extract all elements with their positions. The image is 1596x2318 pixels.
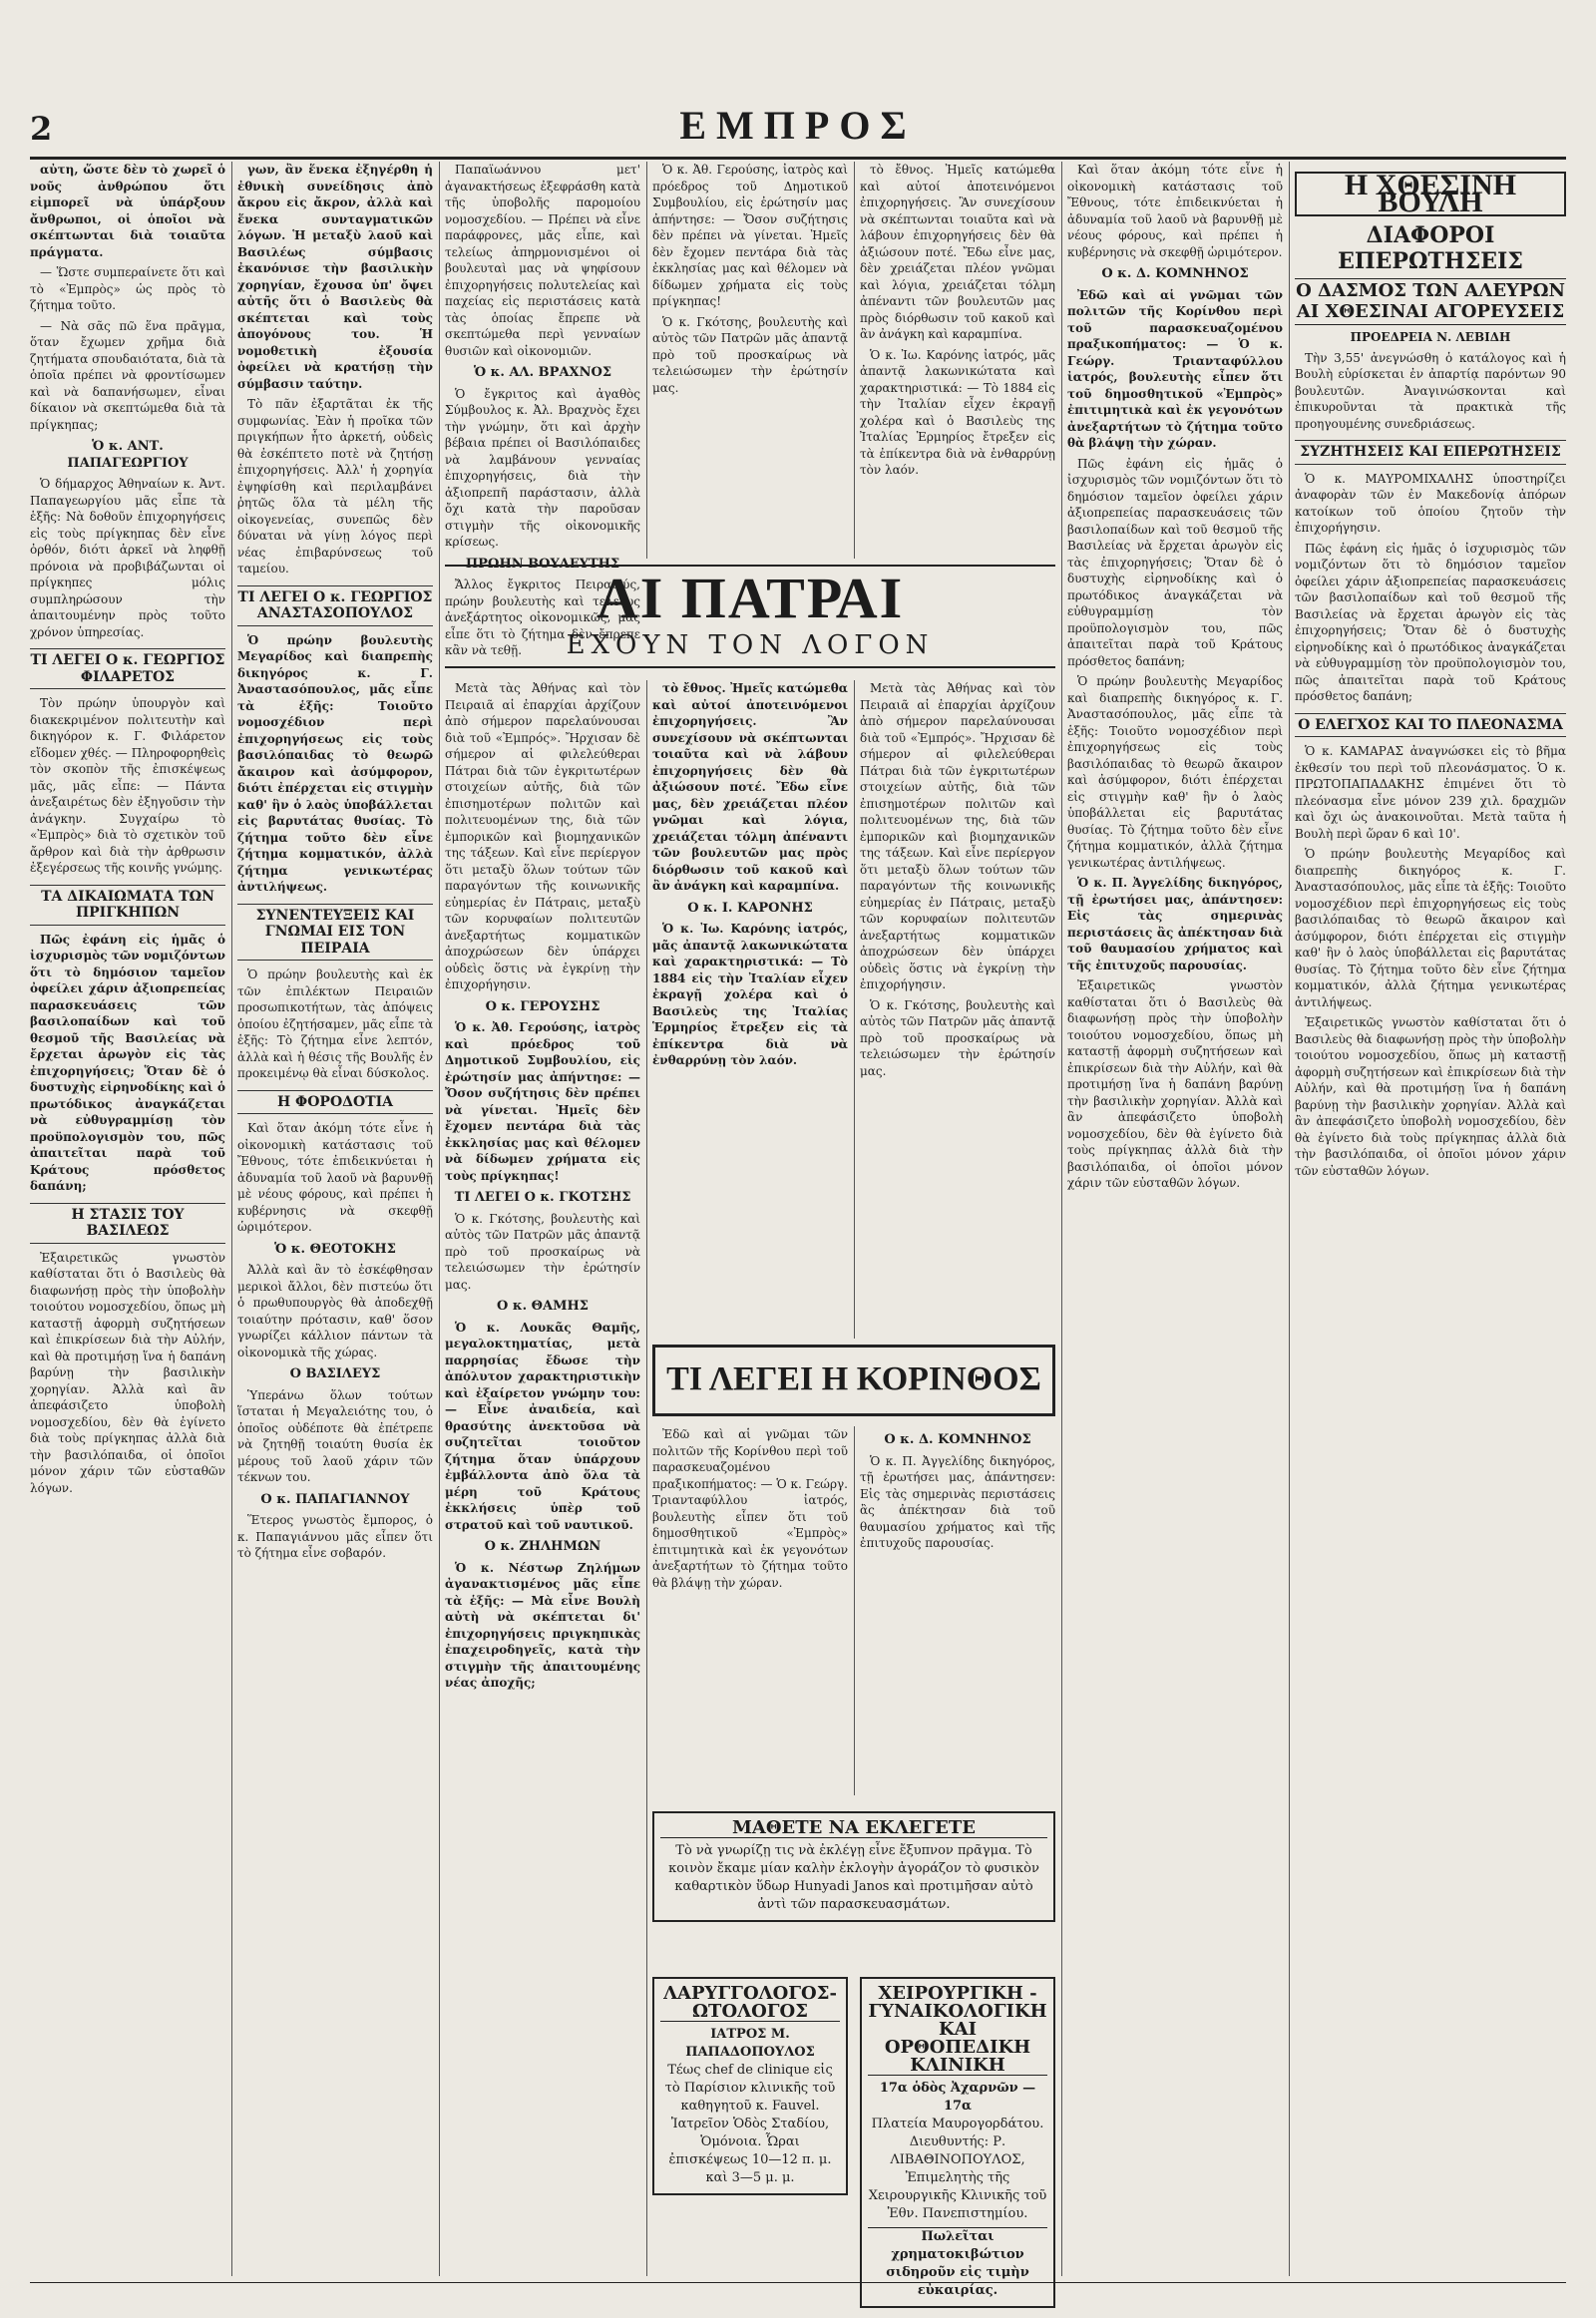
section-subtitle: Ο ΔΑΣΜΟΣ ΤΩΝ ΑΛΕΥΡΩΝ [1296,280,1565,301]
paragraph: Ὁ κ. Λουκᾶς Θαμῆς, μεγαλοκτηματίας, μετὰ παρρησίας ἔδωσε τὴν ἀπόλυτον χαρακτηριστικὴν καὶ ἐξαίρετον γνώμην του: — Εἶνε ἀναιδεία, καὶ θρασύτης ἀνεκτοῦσα νὰ συζητεῖται τοιοῦτον ζήτημα ὅταν ὑπάρχουν ἐμβάλλοντα ἀπὸ ὅλα τὰ μέρη τοῦ Κράτους ἐκκλήσεις ὑπὲρ τοῦ στρατοῦ καὶ τοῦ ναυτικοῦ. [445,1320,640,1532]
subheading: Η ΦΟΡΟΔΟΤΙΑ [237,1090,433,1115]
ad-block-2 [652,1967,848,2205]
paragraph: Ἐξαιρετικῶς γνωστὸν καθίσταται ὅτι ὁ Βασιλεὺς θὰ διαφωνήσῃ πρὸς τὴν ὑποβολὴν τοιούτου νομοσχεδίου, ὅπως μὴ καταστῇ ἀφορμὴ συζητήσεων καὶ ἐπικρίσεων διὰ τὴν Αὐλήν, καὶ θὰ προτιμήσῃ ἵνα ἡ δαπάνη βαρύνῃ τὴν βασιλικὴν χορηγίαν. Ἀλλὰ καὶ ἂν ἀπεφάσιζετο ὑποβολὴ νομοσχεδίου, δὲν θὰ ἐγίνετο διὰ τοὺς πρίγκηπας ἀλλὰ διὰ τὴν βασιλόπαιδα, οἱ ὁποῖοι μόνον χάριν τῶν εὐσταθῶν λόγων. [1067,978,1283,1190]
paragraph: Ὁ πρώην βουλευτὴς Μεγαρίδος καὶ διαπρεπὴς δικηγόρος κ. Γ. Ἀναστασόπουλος, μᾶς εἶπε τὰ ἑξῆς: Τοιοῦτο νομοσχέδιον περὶ ἐπιχορηγήσεως εἰς τοὺς βασιλόπαιδας τὸ θεωρῶ ἄκαιρον καὶ ἀσύμφορον, διότι ἐπέρχεται εἰς στιγμὴν καθ' ἣν ὁ λαὸς ὑποβάλλεται εἰς βαρυτάτας θυσίας. Τὸ ζήτημα τοῦτο δὲν εἶνε ζήτημα κομματικόν, ἀλλὰ ζήτημα γενικωτέρας ἀντιλήψεως. [1295,847,1566,1009]
paragraph: — Ὥστε συμπεραίνετε ὅτι καὶ τὸ «Ἐμπρὸς» ὡς πρὸς τὸ ζήτημα τοῦτο. [30,265,225,312]
korinthos-column-2 [860,1426,1055,1795]
ad-text: Τὸ νὰ γνωρίζῃ τις νὰ ἐκλέγῃ εἶνε ἔξυπνον πρᾶγμα. Τὸ κοινὸν ἔκαμε μίαν καλὴν ἐκλογὴν ἀγοράζον τὸ φυσικὸν καθαρτικὸν ὕδωρ Hunyadi Janos καὶ προτιμῆσαν αὐτὸ ἀντὶ τῶν παρασκευασμάτων. [668,1843,1039,1912]
paragraph: Ἐδῶ καὶ αἱ γνῶμαι τῶν πολιτῶν τῆς Κορίνθου περὶ τοῦ παρασκευαζομένου πραξικοπήματος: — Ὁ κ. Γεώργ. Τριανταφύλλου ἰατρός, βουλευτὴς εἶπεν ὅτι τοῦ δημοσθητικοῦ «Ἐμπρὸς» ἐπιτιμητικὰ καὶ ἐκ γεγονότων ἀνεξαρτήτων τὸ ζήτημα τοῦτο θὰ βλάψῃ τὴν χώραν. [652,1427,848,1590]
paragraph: Μετὰ τὰς Ἀθήνας καὶ τὸν Πειραιᾶ αἱ ἐπαρχίαι ἀρχίζουν ἀπὸ σήμερον παρελαύνουσαι διὰ τοῦ «Ἐμπρός». Ἤρχισαν δὲ σήμερον αἱ φιλελεύθεραι Πάτραι διὰ τῶν ἐγκριτωτέρων στοιχείων αὐτῆς, διὰ τῶν ἐπισημοτέρων πολιτῶν καὶ πολιτευομένων της, διὰ τῶν ἐμπορικῶν καὶ βιομηχανικῶν της τάξεων. Καὶ εἶνε περίεργον ὅτι μεταξὺ ὅλων τούτων τῶν παραγόντων τῆς κοινωνικῆς εὐημερίας ἐν Πάτραις, μεταξὺ τῶν κορυφαίων πολιτευτῶν ἀνεξαρτήτως κομματικῶν ἀποχρώσεων δὲν ὑπάρχει οὐδεὶς ὅστις νὰ ἐγκρίνῃ τὴν ἐπιχορήγησιν. [445,681,640,991]
paragraph: Ὁ ἔγκριτος καὶ ἀγαθὸς Σύμβουλος κ. Ἀλ. Βραχνὸς ἔχει τὴν γνώμην, ὅτι καὶ ἀρχὴν βέβαια πρέπει οἱ Βασιλόπαιδες νὰ λαμβάνουν γενναίας ἐπιχορηγήσεις, διὰ τὴν ἀξιοπρεπῆ παράστασιν, ἀλλὰ ὄχι κατὰ τὴν παροῦσαν στιγμὴν τῆς οἰκονομικῆς κρίσεως. [445,386,640,549]
paragraph: Πῶς ἐφάνη εἰς ἡμᾶς ὁ ἰσχυρισμὸς τῶν νομιζόντων ὅτι τὸ δημόσιον ταμεῖον ὀφείλει χάριν ἀξιοπρεπείας παρασκευάσεις τῶν βασιλοπαίδων καὶ τοῦ θεσμοῦ τῆς Βασιλείας νὰ ἔρχεται ἀρωγὸν εἰς τὰς ἐπιχορηγήσεις; Ὅταν δὲ ὁ δυστυχὴς εἰρηνοδίκης καὶ ὁ πρωτόδικος ἀναγκάζεται νὰ εὐθυγραμμίσῃ τὸν προϋπολογισμὸν του, πῶς ἀπαιτεῖται παρὰ τοῦ Κράτους πρόσθετος δαπάνη; [1295,541,1566,703]
ad-title: ΛΑΡΥΓΓΟΛΟΓΟΣ-ΩΤΟΛΟΓΟΣ [660,1985,840,2022]
paragraph: αὐτη, ὥστε δὲν τὸ χωρεῖ ὁ νοῦς ἀνθρώπου ὅτι εἰμπορεῖ νὰ ὑπάρξουν ἄνθρωποι, οἱ ὁποῖοι νὰ σκέπτωνται διὰ τοιαῦτα πράγματα. [30,163,225,259]
header-rule [30,157,1566,160]
paragraph: Ὁ πρώην βουλευτὴς Μεγαρίδος καὶ διαπρεπὴς δικηγόρος κ. Γ. Ἀναστασόπουλος, μᾶς εἶπε τὰ ἑξῆς: Τοιοῦτο νομοσχέδιον περὶ ἐπιχορηγήσεως εἰς τοὺς βασιλόπαιδας τὸ θεωρῶ ἄκαιρον καὶ ἀσύμφορον, διότι ἐπέρχεται εἰς στιγμὴν καθ' ἣν ὁ λαὸς ὑποβάλλεται εἰς βαρυτάτας θυσίας. Τὸ ζήτημα τοῦτο δὲν εἶνε ζήτημα κομματικόν, ἀλλὰ ζήτημα γενικωτέρας ἀντιλήψεως. [1067,674,1283,870]
paragraph: Καὶ ὅταν ἀκόμη τότε εἶνε ἡ οἰκονομικὴ κατάστασις τοῦ Ἔθνους, τότε ἐπιδεικνύεται ἡ ἀδυναμία τοῦ λαοῦ νὰ βαρυνθῇ μὲ νέους φόρους, καὶ πρέπει ἡ κυβέρνησις νὰ σκεφθῇ ὡριμότερον. [237,1121,433,1234]
advertisement [860,1977,1055,2308]
paragraph: Ὑπεράνω ὅλων τούτων ἵσταται ἡ Μεγαλειότης του, ὁ ὁποῖος οὐδέποτε θὰ ἐπέτρεπε νὰ ζητηθῇ τοιαύτη θυσία ἐκ μέρους τοῦ λαοῦ χάριν τῶν τέκνων του. [237,1387,433,1484]
paragraph: Ὁ κ. Ἀθ. Γερούσης, ἰατρὸς καὶ πρόεδρος τοῦ Δημοτικοῦ Συμβουλίου, εἰς ἐρώτησίν μας ἀπήντησε: — Ὄσον συζήτησις δὲν πρέπει νὰ γίνεται. Ἠμεῖς δὲν ἔχομεν πεντάρα διὰ τὰς ἐκκλησίας μας καὶ θέλομεν νὰ δίδωμεν χρήματα εἰς τοὺς πρίγκηπας! [652,163,848,308]
paragraph: Ἕτερος γνωστὸς ἔμπορος, ὁ κ. Παπαγιάννου μᾶς εἶπεν ὅτι τὸ ζήτημα εἶνε σοβαρόν. [237,1513,433,1560]
paragraph: Πῶς ἐφάνη εἰς ἡμᾶς ὁ ἰσχυρισμὸς τῶν νομιζόντων ὅτι τὸ δημόσιον ταμεῖον ὀφείλει χάριν ἀξιοπρεπείας παρασκευάσεις τῶν βασιλοπαίδων καὶ τοῦ θεσμοῦ τῆς Βασιλείας νὰ ἔρχεται ἀρωγὸν εἰς τὰς ἐπιχορηγήσεις; Ὅταν δὲ ὁ δυστυχὴς εἰρηνοδίκης καὶ ὁ πρωτόδικος ἀναγκάζεται νὰ εὐθυγραμμίσῃ τὸν προϋπολογισμὸν του, πῶς ἀπαιτεῖται παρὰ τοῦ Κράτους πρόσθετος δαπάνη; [30,932,225,1193]
section-subtitle: ΔΙΑΦΟΡΟΙ ΕΠΕΡΩΤΗΣΕΙΣ [1295,222,1566,279]
section-title: Η ΧΘΕΣΙΝΗ ΒΟΥΛΗ [1295,172,1566,216]
column-rule [646,680,647,2276]
paragraph: Ἐξαιρετικῶς γνωστὸν καθίσταται ὅτι ὁ Βασιλεὺς θὰ διαφωνήσῃ πρὸς τὴν ὑποβολὴν τοιούτου νομοσχεδίου, ὅπως μὴ καταστῇ ἀφορμὴ συζητήσεων καὶ ἐπικρίσεων διὰ τὴν Αὐλήν, καὶ θὰ προτιμήσῃ ἵνα ἡ δαπάνη βαρύνῃ τὴν βασιλικὴν χορηγίαν. Ἀλλὰ καὶ ἂν ἀπεφάσιζετο ὑποβολὴ νομοσχεδίου, δὲν θὰ ἐγίνετο διὰ τοὺς πρίγκηπας ἀλλὰ διὰ τὴν βασιλόπαιδα, οἱ ὁποῖοι μόνον χάριν τῶν εὐσταθῶν λόγων. [30,1250,225,1495]
paragraph: Τὴν 3,55' ἀνεγνώσθη ὁ κατάλογος καὶ ἡ Βουλὴ εὑρίσκεται ἐν ἀπαρτίᾳ παρόντων 90 βουλευτῶν. Ἀναγινώσκονται καὶ ἐπικυροῦνται τὰ πρακτικὰ τῆς προηγουμένης συνεδριάσεως. [1295,350,1566,431]
paragraph: Ἄλλος ἔγκριτος Πειραιεύς, πρώην βουλευτὴς καὶ τελείως ἀνεξάρτητος οἰκονομικῶς, μᾶς εἶπε ὅτι τὸ ζήτημα δὲν ἔπρεπε κἂν νὰ τεθῇ. [445,578,640,657]
ad-footer: Πωλεῖται χρηματοκιβώτιον σιδηροῦν εἰς τιμὴν εὐκαιρίας. [868,2227,1047,2300]
feature-column-3 [860,680,1055,1339]
ad-title: ΧΕΙΡΟΥΡΓΙΚΗ - ΓΥΝΑΙΚΟΛΟΓΙΚΗ ΚΑΙ ΟΡΘΟΠΕΔΙΚΗ ΚΛΙΝΙΚΗ [868,1983,1047,2076]
byline: Ο ΒΑΣΙΛΕΥΣ [289,1366,381,1381]
paragraph: Παπαϊωάννου μετ' ἀγανακτήσεως ἐξεφράσθη κατὰ τῆς ὑποβολῆς παρομοίου νομοσχεδίου. — Πρέπει νὰ εἶνε παράφρονες, μᾶς εἶπε, καὶ τελείως ἀπηρμονισμένοι οἱ βουλευταὶ μας νὰ ψηφίσουν ἐπιχορηγήσεις πολυτελείας καὶ παχείας εἰς περιστάσεις κατὰ τὰς ὁποίας ἔπρεπε νὰ σκεπτώμεθα περὶ γενναίων θυσιῶν καὶ οἰκονομιῶν. [445,163,640,358]
paragraph: Ὁ κ. Ἀθ. Γερούσης, ἰατρὸς καὶ πρόεδρος τοῦ Δημοτικοῦ Συμβουλίου, εἰς ἐρώτησίν μας ἀπήντησε: — Ὄσον συζήτησις δὲν πρέπει νὰ γίνεται. Ἠμεῖς δὲν ἔχομεν πεντάρα διὰ τὰς ἐκκλησίας μας καὶ θέλομεν νὰ δίδωμεν χρήματα εἰς τοὺς πρίγκηπας! [445,1020,640,1183]
byline: Ο κ. ΖΗΛΗΜΩΝ [484,1539,601,1554]
column-parliament [1295,162,1566,2276]
korinthos-headline [652,1345,1055,1416]
paragraph: Μετὰ τὰς Ἀθήνας καὶ τὸν Πειραιᾶ αἱ ἐπαρχίαι ἀρχίζουν ἀπὸ σήμερον παρελαύνουσαι διὰ τοῦ «Ἐμπρός». Ἤρχισαν δὲ σήμερον αἱ φιλελεύθεραι Πάτραι διὰ τῶν ἐγκριτωτέρων στοιχείων αὐτῆς, διὰ τῶν ἐπισημοτέρων πολιτῶν καὶ πολιτευομένων της, διὰ τῶν ἐμπορικῶν καὶ βιομηχανικῶν της τάξεων. Καὶ εἶνε περίεργον ὅτι μεταξὺ ὅλων τούτων τῶν παραγόντων τῆς κοινωνικῆς εὐημερίας ἐν Πάτραις, μεταξὺ τῶν κορυφαίων πολιτευτῶν ἀνεξαρτήτως κομματικῶν ἀποχρώσεων δὲν ὑπάρχει οὐδεὶς ὅστις νὰ ἐγκρίνῃ τὴν ἐπιχορήγησιν. [860,681,1055,991]
page-number: 2 [30,110,53,148]
column-rule [1061,162,1062,2276]
byline: Ὁ κ. ΑΝΤ. ΠΑΠΑΓΕΩΡΓΙΟΥ [67,439,189,471]
paragraph: Ὁ κ. Γκότσης, βουλευτὴς καὶ αὐτὸς τῶν Πατρῶν μᾶς ἀπαντᾷ πρὸ τοῦ προσκαίρως νὰ τελειώσωμεν τὴν ἐρώτησίν μας. [445,1211,640,1292]
feature-column-2 [652,680,848,1339]
byline: Ο κ. Δ. ΚΟΜΝΗΝΟΣ [884,1432,1031,1447]
paragraph: Ὁ πρώην βουλευτὴς Μεγαρίδος καὶ διαπρεπὴς δικηγόρος κ. Γ. Ἀναστασόπουλος, μᾶς εἶπε τὰ ἑξῆς: Τοιοῦτο νομοσχέδιον περὶ ἐπιχορηγήσεως εἰς τοὺς βασιλόπαιδας τὸ θεωρῶ ἄκαιρον καὶ ἀσύμφορον, διότι ἐπέρχεται εἰς στιγμὴν καθ' ἣν ὁ λαὸς ὑποβάλλεται εἰς βαρυτάτας θυσίας. Τὸ ζήτημα τοῦτο δὲν εἶνε ζήτημα κομματικόν, ἀλλὰ ζήτημα γενικωτέρας ἀντιλήψεως. [237,632,433,894]
feature-title: ΑΙ ΠΑΤΡΑΙ [596,566,905,630]
column-3-top [445,162,640,657]
paragraph: Ἐξαιρετικῶς γνωστὸν καθίσταται ὅτι ὁ Βασιλεὺς θὰ διαφωνήσῃ πρὸς τὴν ὑποβολὴν τοιούτου νομοσχεδίου, ὅπως μὴ καταστῇ ἀφορμὴ συζητήσεων καὶ ἐπικρίσεων διὰ τὴν Αὐλήν, καὶ θὰ προτιμήσῃ ἵνα ἡ δαπάνη βαρύνῃ τὴν βασιλικὴν χορηγίαν. Ἀλλὰ καὶ ἂν ἀπεφάσιζετο ὑποβολὴ νομοσχεδίου, δὲν θὰ ἐγίνετο διὰ τοὺς πρίγκηπας ἀλλὰ διὰ τὴν βασιλόπαιδα, οἱ ὁποῖοι μόνον χάριν τῶν εὐσταθῶν λόγων. [1295,1015,1566,1178]
subheading: Η ΣΤΑΣΙΣ ΤΟΥ ΒΑΣΙΛΕΩΣ [30,1203,225,1244]
subheading: ΤΙ ΛΕΓΕΙ Ο κ. ΓΕΩΡΓΙΟΣ ΑΝΑΣΤΑΣΟΠΟΥΛΟΣ [237,585,433,626]
masthead: ΕΜΠΡΟΣ [679,103,917,148]
paragraph: Ὁ κ. Γκότσης, βουλευτὴς καὶ αὐτὸς τῶν Πατρῶν μᾶς ἀπαντᾷ πρὸ τοῦ προσκαίρως νὰ τελειώσωμεν τὴν ἐρώτησίν μας. [860,997,1055,1078]
byline: ΠΡΩΗΝ ΒΟΥΛΕΥΤΗΣ [465,556,620,572]
paragraph: Ὁ κ. Ἰω. Καρόνης ἰατρός, μᾶς ἀπαντᾷ λακωνικώτατα καὶ χαρακτηριστικά: — Τὸ 1884 εἰς τὴν Ἰταλίαν εἶχεν ἐκραγῇ χολέρα καὶ ὁ Βασιλεὺς της Ἰταλίας Ἑρμηρίος ἔτρεξεν εἰς τὰ ἐπίκεντρα διὰ νὰ ἐνθαρρύνῃ τὸν λαόν. [652,922,848,1067]
korinthos-column-1 [652,1426,848,1795]
column-2 [237,162,433,2276]
subheading: ΣΥΖΗΤΗΣΕΙΣ ΚΑΙ ΕΠΕΡΩΤΗΣΕΙΣ [1295,440,1566,465]
column-rule [854,162,855,559]
ad-text: Πλατεία Μαυρογορδάτου. Διευθυντής: Ρ. ΛΙΒΑΘΙΝΟΠΟΥΛΟΣ, Ἐπιμελητὴς τῆς Χειρουργικῆς Κλινικῆς τοῦ Ἐθν. Πανεπιστημίου. [868,2117,1047,2221]
korinthos-title: ΤΙ ΛΕΓΕΙ Η ΚΟΡΙΝΘΟΣ [666,1360,1041,1397]
ad-title: ΜΑΘΕΤΕ ΝΑ ΕΚΛΕΓΕΤΕ [660,1819,1047,1838]
column-4-top [652,162,848,559]
byline: Ὁ κ. ΘΕΟΤΟΚΗΣ [274,1241,396,1257]
page-header [30,103,1566,156]
paragraph: Ὁ κ. Ἰω. Καρόνης ἰατρός, μᾶς ἀπαντᾷ λακωνικώτατα καὶ χαρακτηριστικά: — Τὸ 1884 εἰς τὴν Ἰταλίαν εἶχεν ἐκραγῇ χολέρα καὶ ὁ Βασιλεὺς της Ἰταλίας Ἑρμηρίος ἔτρεξεν εἰς τὰ ἐπίκεντρα διὰ νὰ ἐνθαρρύνῃ τὸν λαόν. [860,347,1055,477]
paragraph: Ὁ πρώην βουλευτὴς καὶ ἐκ τῶν ἐπιλέκτων Πειραιῶν προσωπικοτήτων, τὰς ἀπόψεις ὁποίου ἐζητήσαμεν, μᾶς εἶπε τὰ ἑξῆς: Τὸ ζήτημα εἶνε λεπτόν, ἀλλὰ καὶ ἡ θέσις τῆς Βουλῆς ἐν προκειμένῳ θὰ εἶναι δύσκολος. [237,967,433,1080]
byline: ΤΙ ΛΕΓΕΙ Ο κ. ΓΚΟΤΣΗΣ [454,1190,631,1205]
ad-block-3 [860,1967,1055,2318]
ad-address: 17α ὁδὸς Ἀχαρνῶν — 17α [879,2081,1036,2114]
byline: Ὁ κ. ΑΛ. ΒΡΑΧΝΟΣ [473,365,612,380]
feature-column-1 [445,680,640,2276]
paragraph: Ὁ κ. ΜΑΥΡΟΜΙΧΑΛΗΣ ὑποστηρίζει ἀναφορὰν τῶν ἐν Μακεδονίᾳ ἀπόρων κατοίκων τοῦ ὁποίου ζητοῦν τὴν ἐπιχορήγησιν. [1295,471,1566,535]
byline: Ο κ. Ι. ΚΑΡΟΝΗΣ [687,900,813,916]
paragraph: Ἀλλὰ καὶ ἂν τὸ ἐσκέφθησαν μερικοὶ ἄλλοι, δὲν πιστεύω ὅτι ὁ πρωθυπουργὸς θὰ ἀποδεχθῇ τοιαύτην πρότασιν, καθ' ὅσον γνωρίζει κάλλιον πάντων τὰ οἰκονομικὰ τῆς χώρας. [237,1263,433,1359]
byline: Ο κ. ΓΕΡΟΥΣΗΣ [485,998,600,1014]
column-rule [231,162,232,2276]
ad-text: Τέως chef de clinique εἰς τὸ Παρίσιον κλινικῆς τοῦ καθηγητοῦ κ. Fauvel. Ἰατρεῖον Ὁδὸς Σταδίου, Ὁμόνοια. Ὧραι ἐπισκέψεως 10—12 π. μ. καὶ 3—5 μ. μ. [664,2063,836,2185]
paragraph: Τὸν πρώην ὑπουργὸν καὶ διακεκριμένον πολιτευτὴν καὶ δικηγόρον κ. Γ. Φιλάρετον εἴδομεν χθές. — Πληροφορηθεὶς τὸν σκοπὸν τῆς ἐπισκέψεως μᾶς, μᾶς εἶπε: — Πάντα ἀνεξαιρέτως δὲν ἐξηγοῦσιν τὴν ἀνάγκην. Συγχαίρω τὸ «Ἐμπρὸς» διὰ τὸ σχετικὸν τοῦ ἄρθρον καὶ διὰ τὴν ἀρθρωσιν ἐξεγέρσεως τῆς κοινῆς γνώμης. [30,696,225,875]
presidency-line: ΠΡΟΕΔΡΕΙΑ Ν. ΛΕΒΙΔΗ [1350,330,1511,344]
paragraph: Ὁ κ. ΚΑΜΑΡΑΣ ἀναγνώσκει εἰς τὸ βῆμα ἐκθεσίν του περὶ τοῦ πλεονάσματος. Ὁ κ. ΠΡΩΤΟΠΑΠΑΔΑΚΗΣ ἐπιμένει ὅτι τὸ πλεόνασμα εἶνε μόνον 239 χιλ. δραχμῶν καὶ ὄχι ὡς ἀνακοινοῦται. Μετὰ ταῦτα ἡ Βουλὴ περὶ ὥραν 6 καὶ 10'. [1295,744,1566,841]
byline: Ο κ. Δ. ΚΟΜΝΗΝΟΣ [1101,266,1249,281]
column-rule [1289,162,1290,2276]
footer-rule [30,2282,1566,2283]
paragraph: τὸ ἔθνος. Ἠμεῖς κατώμεθα καὶ αὐτοί ἀποτεινόμενοι ἐπιχορηγήσεις. Ἂν συνεχίσουν νὰ σκέπτωνται τοιαῦτα καὶ νὰ λάβουν ἐπιχορηγήσεις δὲν θὰ ἀξιώσουν ποτέ. Ἔδω εἶνε μας, δὲν χρειάζεται πλέον γνῶμαι καὶ λόγια, χρειάζεται τόλμη ἀπέναντι τῶν βουλευτῶν μας πρὸς διόρθωσιν τοῦ κακοῦ καὶ ἂν ἀνάγκη καὶ καραμπίνα. [652,681,848,893]
column-rule [439,162,440,2276]
column-rule [854,680,855,1339]
subheading: ΣΥΝΕΝΤΕΥΞΕΙΣ ΚΑΙ ΓΝΩΜΑΙ ΕΙΣ ΤΟΝ ΠΕΙΡΑΙΑ [237,904,433,962]
paragraph: Καὶ ὅταν ἀκόμη τότε εἶνε ἡ οἰκονομικὴ κατάστασις τοῦ Ἔθνους, τότε ἐπιδεικνύεται ἡ ἀδυναμία τοῦ λαοῦ νὰ βαρυνθῇ μὲ νέους φόρους, καὶ πρέπει ἡ κυβέρνησις νὰ σκεφθῇ ὡριμότερον. [1067,163,1283,259]
paragraph: Ὁ κ. Γκότσης, βουλευτὴς καὶ αὐτὸς τῶν Πατρῶν μᾶς ἀπαντᾷ πρὸ τοῦ προσκαίρως νὰ τελειώσωμεν τὴν ἐρώτησίν μας. [652,314,848,395]
ad-name: ΙΑΤΡΟΣ Μ. ΠΑΠΑΔΟΠΟΥΛΟΣ [685,2027,815,2060]
subheading: ΤΑ ΔΙΚΑΙΩΜΑΤΑ ΤΩΝ ΠΡΙΓΚΗΠΩΝ [30,885,225,926]
byline: Ο κ. ΠΑΠΑΓΙΑΝΝΟΥ [260,1491,410,1507]
byline: Ο κ. ΘΑΜΗΣ [497,1299,589,1314]
ad-block-1 [652,1801,1055,1932]
subheading: ΤΙ ΛΕΓΕΙ Ο κ. ΓΕΩΡΓΙΟΣ ΦΙΛΑΡΕΤΟΣ [30,648,225,689]
paragraph: Ὁ κ. Π. Ἀγγελίδης δικηγόρος, τῇ ἐρωτήσει μας, ἀπάντησεν: Εἰς τὰς σημερινὰς περιστάσεις ἂς ἀπέκτησαν διὰ τοῦ θαυμασίου χρήματος καὶ τῆς ἐπιτυχοῦς παρουσίας. [1067,876,1283,972]
column-rule [646,162,647,559]
column-1 [30,162,225,2276]
feature-deck: ΕΧΟΥΝ ΤΟΝ ΛΟΓΟΝ [445,630,1055,668]
paragraph: Ὁ κ. Νέστωρ Ζηλήμων ἀγανακτισμένος μᾶς εἶπε τὰ ἑξῆς: — Μὰ εἶνε Βουλὴ αὐτὴ νὰ σκέπτεται δι' ἐπιχορηγήσεις πριγκηπικὰς ἐπαχειροδηγεῖς, κατὰ τὴν στιγμὴν τῆς ἀπαιτουμένης νέας ἀποχῆς; [445,1560,640,1690]
paragraph: γων, ἂν ἕνεκα ἐξηγέρθη ἡ ἐθνικὴ συνείδησις ἀπὸ ἄκρου εἰς ἄκρον, ἀλλὰ καὶ ἕνεκα συνταγματικῶν λόγων. Ἡ μεταξὺ λαοῦ καὶ Βασιλέως σύμβασις ἐκανόνισε τὴν βασιλικὴν χορηγίαν, ἔχουσα ὑπ' ὄψει αὐτῆς ὅτι ὁ Βασιλεὺς θὰ σκέπτεται καὶ τοὺς ἀπογόνους του. Ἡ νομοθετικὴ ἐξουσία ὀφείλει νὰ κρατήσῃ τὴν σύμβασιν ταύτην. [237,163,433,391]
paragraph: Πῶς ἐφάνη εἰς ἡμᾶς ὁ ἰσχυρισμὸς τῶν νομιζόντων ὅτι τὸ δημόσιον ταμεῖον ὀφείλει χάριν ἀξιοπρεπείας παρασκευάσεις τῶν βασιλοπαίδων καὶ τοῦ θεσμοῦ τῆς Βασιλείας νὰ ἔρχεται ἀρωγὸν εἰς τὰς ἐπιχορηγήσεις; Ὅταν δὲ ὁ δυστυχὴς εἰρηνοδίκης καὶ ὁ πρωτόδικος ἀναγκάζεται νὰ εὐθυγραμμίσῃ τὸν προϋπολογισμὸν του, πῶς ἀπαιτεῖται παρὰ τοῦ Κράτους πρόσθετος δαπάνη; [1067,456,1283,668]
section-subtitle: ΑΙ ΧΘΕΣΙΝΑΙ ΑΓΟΡΕΥΣΕΙΣ [1295,304,1566,326]
paragraph: τὸ ἔθνος. Ἠμεῖς κατώμεθα καὶ αὐτοί ἀποτεινόμενοι ἐπιχορηγήσεις. Ἂν συνεχίσουν νὰ σκέπτωνται τοιαῦτα καὶ νὰ λάβουν ἐπιχορηγήσεις δὲν θὰ ἀξιώσουν ποτέ. Ἔδω εἶνε μας, δὲν χρειάζεται πλέον γνῶμαι καὶ λόγια, χρειάζεται τόλμη ἀπέναντι τῶν βουλευτῶν μας πρὸς διόρθωσιν τοῦ κακοῦ καὶ ἂν ἀνάγκη καὶ καραμπίνα. [860,163,1055,341]
advertisement [652,1811,1055,1922]
column-5-top [860,162,1055,559]
column-rule [854,1426,855,1795]
advertisement [652,1977,848,2195]
paragraph: Ὁ κ. Π. Ἀγγελίδης δικηγόρος, τῇ ἐρωτήσει μας, ἀπάντησεν: Εἰς τὰς σημερινὰς περιστάσεις ἂς ἀπέκτησαν διὰ τοῦ θαυμασίου χρήματος καὶ τῆς ἐπιτυχοῦς παρουσίας. [860,1453,1055,1550]
column-6 [1067,162,1283,2276]
feature-headline [445,565,1055,668]
subheading: Ο ΕΛΕΓΧΟΣ ΚΑΙ ΤΟ ΠΛΕΟΝΑΣΜΑ [1295,713,1566,738]
paragraph: Τὸ πᾶν ἐξαρτᾶται ἐκ τῆς συμφωνίας. Ἐὰν ἡ προῖκα τῶν πριγκήπων ἦτο ἀρκετή, οὐδεὶς θὰ ἐσκέπτετο ποτὲ νὰ ζητήσῃ ἐπιχορηγήσεις. Ἀλλ' ἡ χορηγία ἐψηφίσθη καὶ περιλαμβάνει ῥητῶς ὅλα τὰ μέλη τῆς οἰκογενείας, συνεπῶς δὲν δύναται νὰ γίνῃ λόγος περὶ νέας ἐπιβαρύνσεως τοῦ ταμείου. [237,397,433,576]
paragraph: Ἐδῶ καὶ αἱ γνῶμαι τῶν πολιτῶν τῆς Κορίνθου περὶ τοῦ παρασκευαζομένου πραξικοπήματος: — Ὁ κ. Γεώργ. Τριανταφύλλου ἰατρός, βουλευτὴς εἶπεν ὅτι τοῦ δημοσθητικοῦ «Ἐμπρὸς» ἐπιτιμητικὰ καὶ ἐκ γεγονότων ἀνεξαρτήτων τὸ ζήτημα τοῦτο θὰ βλάψῃ τὴν χώραν. [1067,287,1283,450]
paragraph: — Νὰ σᾶς πῶ ἕνα πρᾶγμα, ὅταν ἔχωμεν χρῆμα διὰ ζητήματα σπουδαιότατα, διὰ τὰ ὁποῖα πρέπει νὰ φροντίσωμεν καὶ νὰ δαπανήσωμεν, εἶναι δίκαιον νὰ σκεπτώμεθα διὰ τὰ πρίγκηπας; [30,318,225,432]
paragraph: Ὁ δήμαρχος Ἀθηναίων κ. Ἀντ. Παπαγεωργίου μᾶς εἶπε τὰ ἑξῆς: Νὰ δοθοῦν ἐπιχορηγήσεις εἰς τοὺς πρίγκηπας δὲν εἶνε ὀρθόν, διότι ἀρκεῖ νὰ ληφθῇ πρόνοια νὰ προβιβάζωνται οἱ πρίγκηπες μόλις συμπληρώσουν τὴν ἀπαιτουμένην πρὸς τοῦτο χρόνον ὑπηρεσίας. [30,477,225,639]
